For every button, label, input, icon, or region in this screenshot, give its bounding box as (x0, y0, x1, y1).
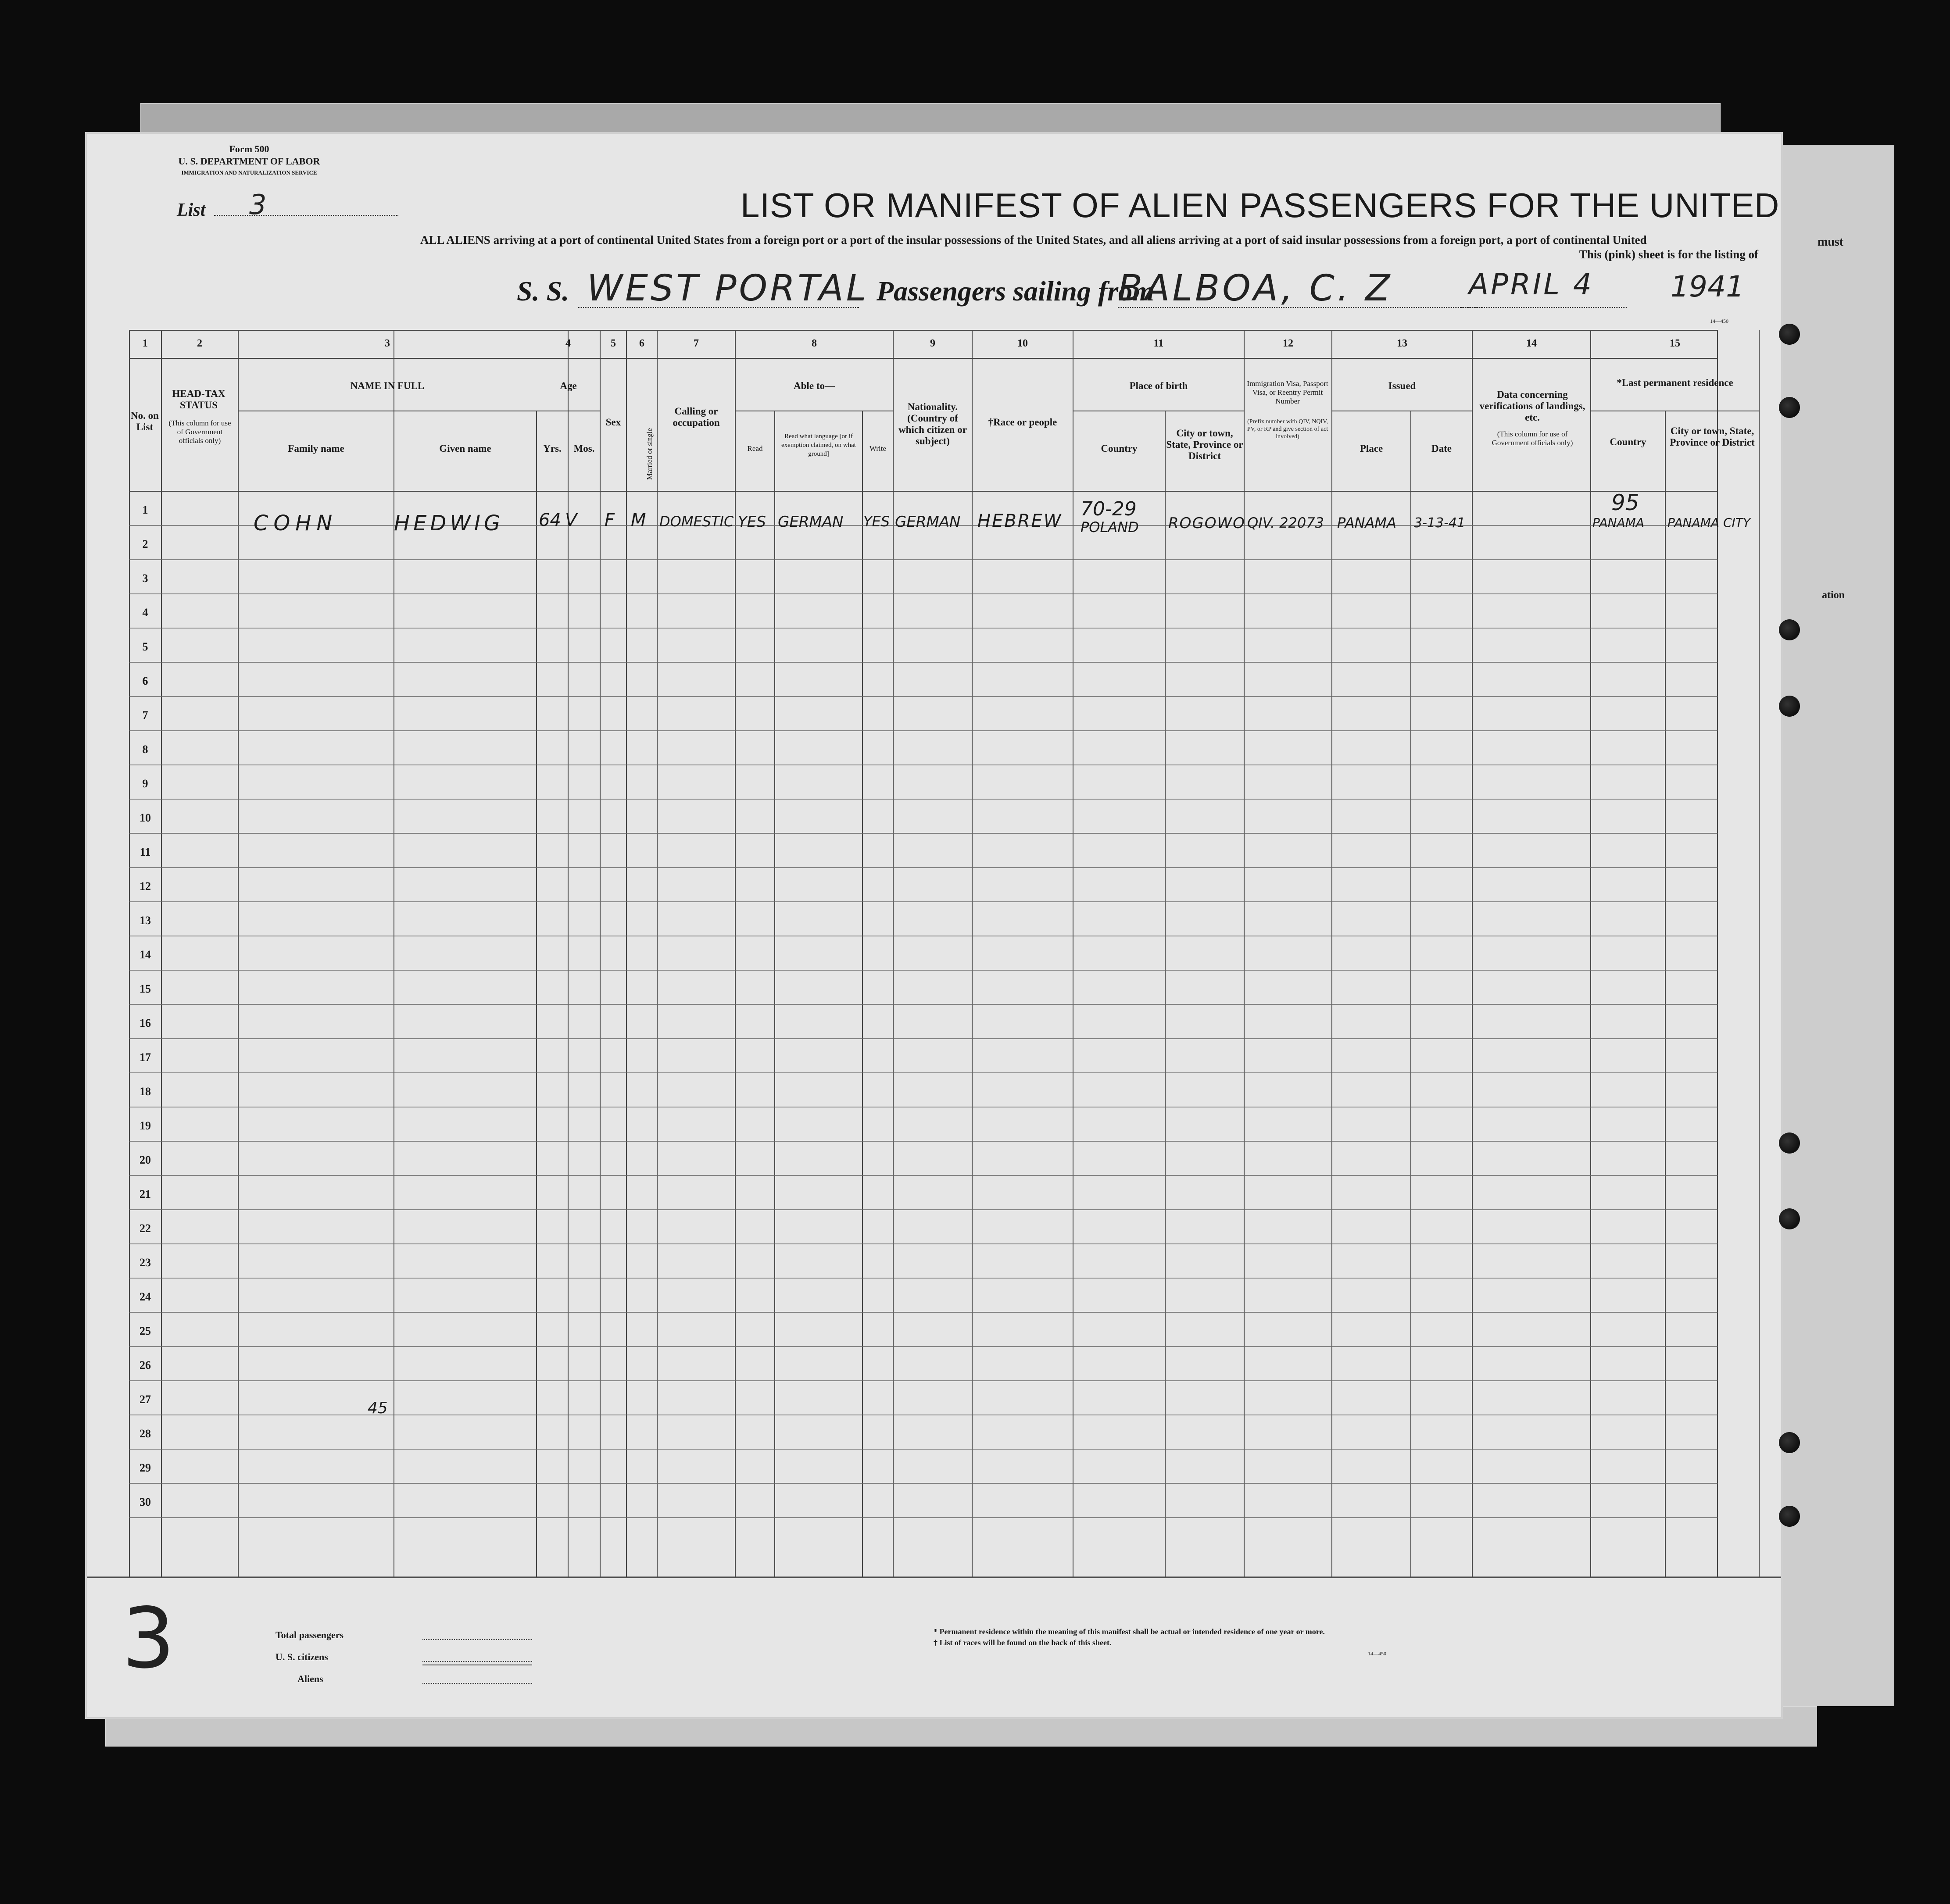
entry-read: YES (738, 513, 766, 531)
col-name-in-full: NAME IN FULL (350, 380, 425, 391)
column-number: 4 (565, 338, 571, 349)
binder-hole (1779, 1208, 1800, 1229)
footnote-races: † List of races will be found on the back of this sheet. (934, 1638, 1112, 1647)
entry-marital: M (631, 510, 646, 530)
entry-birth-note: 70-29 (1081, 498, 1137, 520)
list-label: List (177, 200, 206, 220)
entry-issued-date: 3-13-41 (1414, 515, 1466, 531)
row-number: 13 (140, 914, 151, 927)
row-number: 11 (140, 846, 151, 858)
col-issued-place: Place (1360, 443, 1383, 454)
form-code-bottom: 14—450 (1368, 1650, 1386, 1657)
column-number: 2 (197, 338, 202, 349)
entry-family-name: COHN (254, 511, 338, 536)
entry-visa: QIV. 22073 (1247, 514, 1324, 531)
col-data-concerning: Data concerning verifications of landings, etc. (1479, 389, 1585, 423)
col-head-tax-note: (This column for use of Government officials only) (168, 419, 231, 445)
entry-language: GERMAN (778, 513, 844, 531)
column-number: 14 (1526, 338, 1537, 349)
row-number: 24 (140, 1290, 151, 1303)
entry-nationality: GERMAN (895, 513, 961, 531)
row-number: 29 (140, 1461, 151, 1474)
row-number: 1 (142, 504, 148, 516)
column-number: 13 (1397, 338, 1407, 349)
entry-age-check: V (565, 510, 577, 530)
department: U. S. DEPARTMENT OF LABOR (178, 156, 320, 167)
entry-res-city: PANAMA CITY (1667, 515, 1750, 530)
row-number: 23 (140, 1256, 151, 1269)
big-number-annotation: 3 (122, 1590, 175, 1687)
adjacent-page-strip (1781, 145, 1894, 1706)
row-number: 22 (140, 1222, 151, 1235)
col-yrs: Yrs. (543, 443, 562, 454)
col-age: Age (560, 380, 577, 391)
entry-given-name: HEDWIG (394, 511, 504, 536)
total-passengers-label: Total passengers (276, 1629, 344, 1640)
column-number: 6 (639, 338, 644, 349)
entry-birth-city: ROGOWO (1168, 514, 1245, 532)
entry-sex: F (605, 510, 615, 530)
us-citizens-label: U. S. citizens (276, 1651, 328, 1662)
row-number: 18 (140, 1085, 151, 1098)
col-race: †Race or people (988, 417, 1057, 428)
col-write: Write (869, 444, 887, 453)
col-given-name: Given name (439, 443, 491, 454)
column-number: 12 (1283, 338, 1293, 349)
binder-hole (1779, 696, 1800, 717)
subtitle-line1: ALL ALIENS arriving at a port of continental United States from a foreign port or a port of the insular possessions of the United States, and all aliens arriving at a port of said insular possessions from a foreign port, a port of continental United (420, 233, 1647, 246)
row-number: 5 (142, 640, 148, 653)
row-number: 4 (142, 606, 148, 619)
row-number: 3 (142, 572, 148, 585)
sailing-date: APRIL 4 (1469, 268, 1594, 301)
row-number: 17 (140, 1051, 151, 1064)
binder-hole (1779, 619, 1800, 640)
col-birth-country: Country (1101, 443, 1138, 454)
col-sex: Sex (605, 417, 621, 428)
footnote-residence: * Permanent residence within the meaning of this manifest shall be actual or intended residence of one year or more. (934, 1627, 1325, 1636)
list-number: 3 (249, 189, 267, 221)
col-mos: Mos. (573, 443, 595, 454)
col-birth-city: City or town, State, Province or District (1166, 428, 1243, 461)
port-name: BALBOA, C. Z (1118, 268, 1393, 309)
entry-age: 64 (539, 510, 561, 530)
entry-issued-place: PANAMA (1337, 514, 1396, 531)
row-number: 8 (142, 743, 148, 756)
manifest-sheet (87, 134, 1781, 1717)
row-number: 10 (140, 811, 151, 824)
col-read: Read (747, 444, 763, 453)
form-number: Form 500 (229, 143, 269, 154)
col-able-to: Able to— (794, 380, 835, 391)
column-number: 8 (812, 338, 817, 349)
row-number: 9 (142, 777, 148, 790)
col-read-language: Read what language [or if exemption claimed, on what ground] (781, 433, 856, 457)
row-number: 7 (142, 709, 148, 722)
binder-hole (1779, 397, 1800, 418)
col-no-on-list: No. on List (131, 410, 159, 432)
col-last-residence: *Last permanent residence (1617, 377, 1733, 388)
manifest-grid (87, 134, 1781, 1717)
row-number: 2 (142, 538, 148, 550)
row-number: 15 (140, 982, 151, 995)
row-number: 20 (140, 1154, 151, 1166)
column-number: 3 (385, 338, 390, 349)
row-number: 14 (140, 948, 151, 961)
entry-race: HEBREW (977, 511, 1063, 531)
edge-text-ation: ation (1822, 589, 1845, 601)
col-visa-note: (Prefix number with QIV, NQIV, PV, or RP and give section of act involved) (1247, 418, 1328, 440)
column-number: 11 (1153, 338, 1164, 349)
row-number: 21 (140, 1188, 151, 1200)
ship-name: WEST PORTAL (587, 268, 869, 309)
row-number: 26 (140, 1359, 151, 1372)
col-visa: Immigration Visa, Passport Visa, or Reentry Permit Number (1247, 379, 1328, 405)
row-number: 30 (140, 1496, 151, 1508)
sailing-year: 1941 (1671, 270, 1744, 304)
subtitle-line2: This (pink) sheet is for the listing of (1579, 248, 1758, 261)
binder-hole (1779, 1432, 1800, 1453)
col-head-tax: HEAD-TAX STATUS (172, 388, 225, 411)
row-number: 16 (140, 1017, 151, 1029)
column-number: 15 (1670, 338, 1680, 349)
column-number: 1 (143, 338, 148, 349)
col-data-note: (This column for use of Government officials only) (1492, 430, 1573, 447)
row27-mark: 45 (368, 1399, 388, 1417)
col-family-name: Family name (288, 443, 344, 454)
column-number: 9 (930, 338, 935, 349)
row-number: 25 (140, 1325, 151, 1337)
row-number: 27 (140, 1393, 151, 1406)
row-number: 12 (140, 880, 151, 893)
row-number: 28 (140, 1427, 151, 1440)
col-res-country: Country (1610, 436, 1646, 447)
aliens-label: Aliens (297, 1673, 323, 1684)
col-married: Married or single (645, 428, 654, 480)
column-number: 7 (694, 338, 699, 349)
col-place-of-birth: Place of birth (1129, 380, 1188, 391)
sailing-label: Passengers sailing from (877, 275, 1154, 307)
entry-res-country: PANAMA (1592, 515, 1645, 530)
col-issued-date: Date (1431, 443, 1452, 454)
entry-occupation: DOMESTIC (659, 513, 734, 530)
service: IMMIGRATION AND NATURALIZATION SERVICE (181, 169, 317, 176)
binder-hole (1779, 1506, 1800, 1527)
binder-hole (1779, 1132, 1800, 1154)
col-calling: Calling or occupation (673, 406, 720, 428)
col-res-city: City or town, State, Province or District (1670, 425, 1755, 448)
entry-residence-note: 95 (1611, 490, 1639, 515)
entry-birth-country: POLAND (1081, 519, 1139, 536)
form-code-top: 14—450 (1710, 318, 1728, 324)
ss-label: S. S. (517, 275, 569, 307)
row-number: 6 (142, 675, 148, 687)
entry-write: YES (863, 513, 890, 530)
binder-hole (1779, 324, 1800, 345)
edge-text-must: must (1818, 235, 1844, 249)
row-number: 19 (140, 1119, 151, 1132)
manifest-title: LIST OR MANIFEST OF ALIEN PASSENGERS FOR THE UNITED (741, 186, 1780, 225)
col-nationality: Nationality. (Country of which citizen or subject) (898, 401, 967, 447)
column-number: 10 (1017, 338, 1028, 349)
column-number: 5 (611, 338, 616, 349)
col-issued: Issued (1388, 380, 1416, 391)
